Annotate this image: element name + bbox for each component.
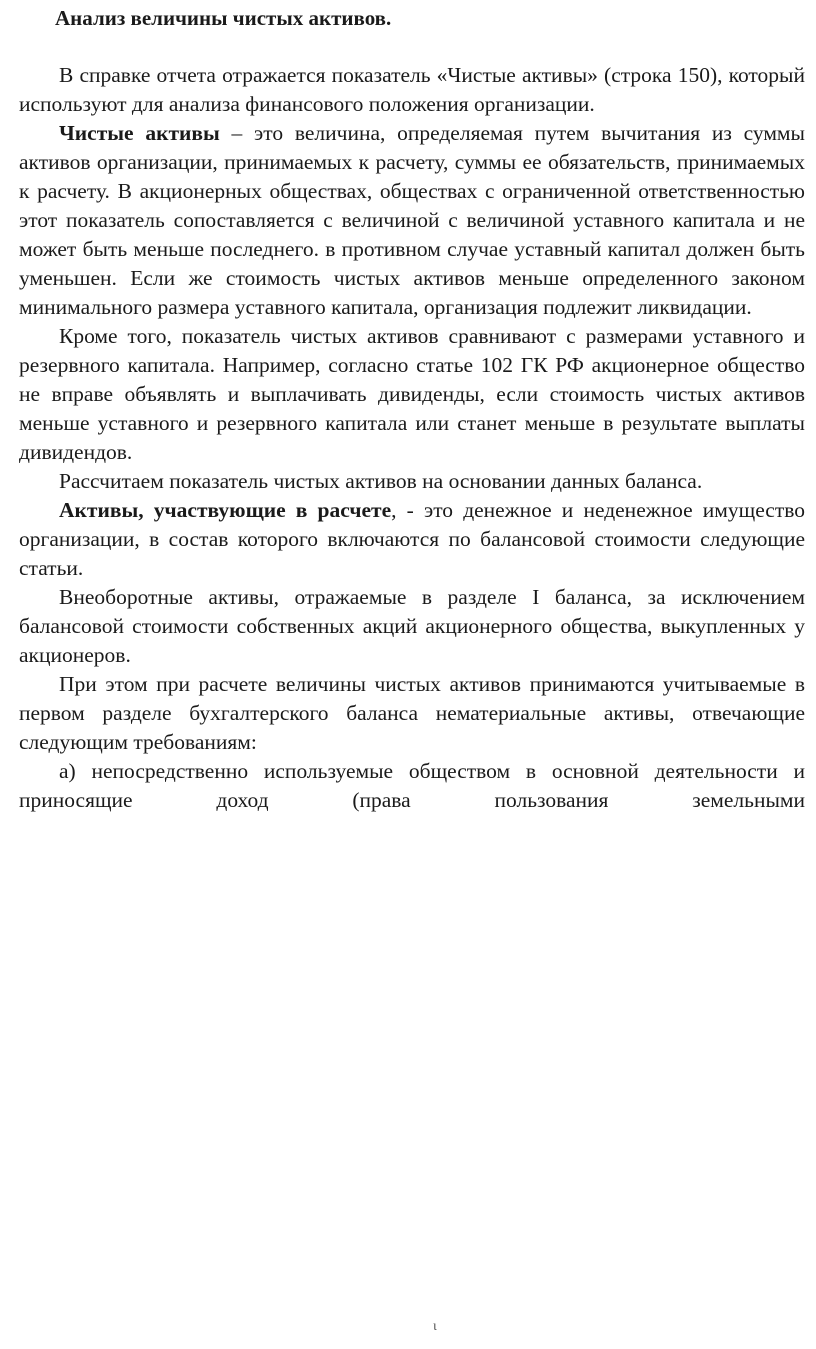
paragraph-non-current-assets [19, 583, 805, 670]
paragraph-capital-comparison [19, 322, 805, 467]
paragraph-calculation [19, 467, 805, 496]
paragraph-text: Рассчитаем показатель чистых активов на основании данных баланса. [59, 469, 703, 493]
paragraph-intro [19, 61, 805, 119]
term-assets-in-calculation: Активы, участвующие в расчете [59, 498, 392, 522]
document-page [19, 0, 805, 815]
paragraph-text: При этом при расчете величины чистых активов принимаются учитываемые в первом разделе бухгалтерского баланса нематериальные активы, отвечающие следующим требованиям: [19, 672, 805, 754]
paragraph-text: Внеоборотные активы, отражаемые в разделе I баланса, за исключением балансовой стоимости собственных акций акционерного общества, выкупленных у акционеров. [19, 585, 805, 667]
paragraph-text: В справке отчета отражается показатель «Чистые активы» (строка 150), который используют для анализа финансового положения организации. [19, 63, 805, 116]
paragraph-text: Кроме того, показатель чистых активов сравнивают с размерами уставного и резервного капитала. Например, согласно статье 102 ГК РФ акционерное общество не вправе объявлять и выплачивать дивиденды, если стоимость чистых активов меньше уставного и резервного капитала или станет меньше в результате выплаты дивидендов. [19, 324, 805, 464]
paragraph-assets-in-calculation [19, 496, 805, 583]
paragraph-text: , - это денежное и неденежное имущество организации, в состав которого включаются по балансовой стоимости следующие статьи. [19, 498, 805, 580]
paragraph-intangible-assets [19, 670, 805, 757]
paragraph-net-assets-definition [19, 119, 805, 322]
term-net-assets: Чистые активы [59, 121, 220, 145]
page-title: Анализ величины чистых активов. [55, 6, 392, 30]
page-mark: ι [433, 1319, 437, 1334]
paragraph-text: а) непосредственно используемые обществом в основной деятельности и приносящие доход (права пользования земельными [19, 759, 805, 812]
paragraph-requirement-a [19, 757, 805, 815]
paragraph-text: – это величина, определяемая путем вычитания из суммы активов организации, принимаемых к расчету, суммы ее обязательств, принимаемых к расчету. В акционерных обществах, обществах с ограниченной ответственностью этот показатель сопоставляется с величиной с величиной уставного капитала и не может быть меньше последнего. в противном случае уставный капитал должен быть уменьшен. Если же стоимость чистых активов меньше определенного законом минимального размера уставного капитала, организация подлежит ликвидации. [19, 121, 805, 319]
